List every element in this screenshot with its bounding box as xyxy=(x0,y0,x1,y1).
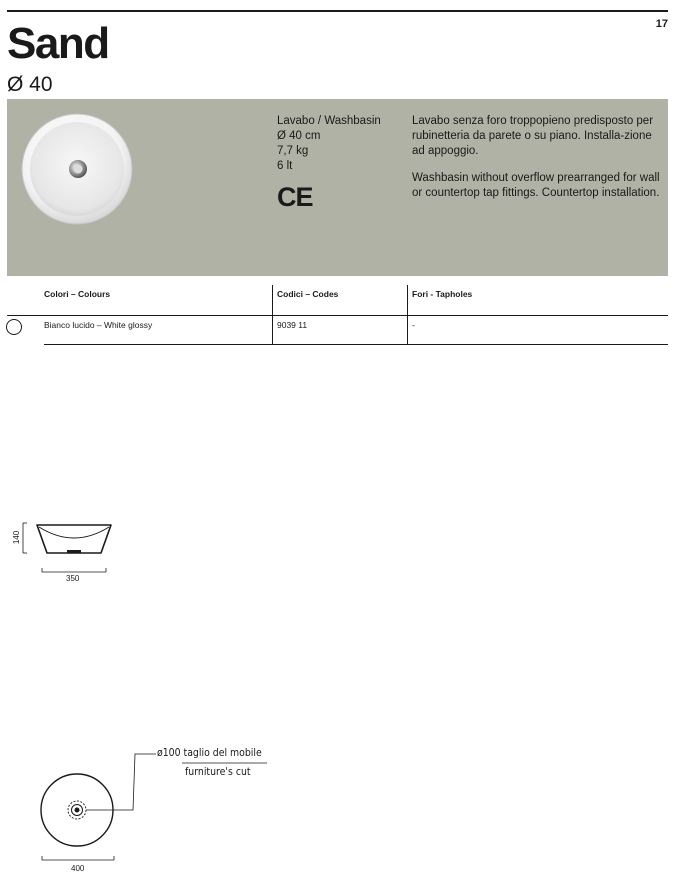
header-codes: Codici – Codes xyxy=(277,289,339,299)
cut-label: ø100 taglio del mobile xyxy=(157,746,262,759)
top-view-drawing xyxy=(35,740,275,870)
row-code: 9039 11 xyxy=(277,320,308,330)
top-rule xyxy=(7,10,668,12)
description xyxy=(412,114,666,213)
side-view-drawing xyxy=(8,515,118,583)
product-title: Sand xyxy=(7,19,109,68)
ce-mark: CE xyxy=(277,182,313,212)
description-italian: Lavabo senza foro troppopieno predisposto per rubinetteria da parete o su piano. Installa-zione ad appoggio. xyxy=(412,115,654,157)
header-rule xyxy=(7,315,668,316)
side-width-label: 350 xyxy=(66,574,80,583)
colour-swatch-white xyxy=(6,319,22,335)
top-diameter-label: 400 xyxy=(71,864,85,873)
row-rule xyxy=(44,344,668,345)
header-tapholes: Fori - Tapholes xyxy=(412,289,473,299)
description-english: Washbasin without overflow prearranged for wall or countertop tap fittings. Countertop installation. xyxy=(412,172,660,199)
spec-type: Lavabo / Washbasin xyxy=(277,115,381,127)
product-photo xyxy=(20,112,135,227)
spec-capacity: 6 lt xyxy=(277,160,293,172)
header-colours: Colori – Colours xyxy=(44,289,111,299)
row-colour: Bianco lucido – White glossy xyxy=(44,320,153,330)
spec-diameter: Ø 40 cm xyxy=(277,130,321,142)
page-number: 17 xyxy=(655,18,668,30)
spec-list xyxy=(277,114,381,174)
side-height-label: 140 xyxy=(12,530,22,545)
product-size: Ø 40 xyxy=(7,73,53,96)
spec-weight: 7,7 kg xyxy=(277,145,309,157)
row-tapholes: - xyxy=(412,320,415,330)
cut-label-english: furniture's cut xyxy=(185,765,251,778)
